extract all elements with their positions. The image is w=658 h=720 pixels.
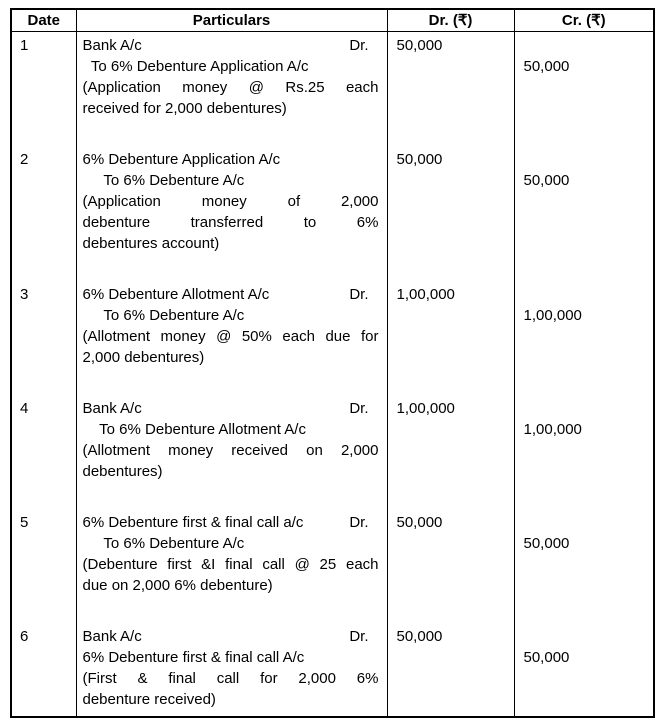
credit-amount-cell — [514, 32, 654, 147]
entry-date: 1 — [11, 32, 76, 147]
dr-label: Dr. — [349, 37, 369, 54]
narration — [83, 191, 379, 254]
debit-amount-cell — [387, 146, 514, 281]
debit-account: 6% Debenture Allotment A/c — [82, 286, 270, 303]
journal-table — [10, 8, 655, 718]
narration — [83, 668, 379, 710]
journal-entry-row — [11, 32, 654, 147]
credit-amount: 50,000 — [523, 649, 570, 666]
debit-account-line — [83, 398, 379, 419]
debit-account-line — [83, 149, 379, 170]
narration-line: received for 2,000 debentures) — [82, 100, 287, 117]
debit-amount-cell — [387, 623, 514, 717]
narration-line: (Application money of 2,000 — [82, 193, 379, 210]
entry-particulars — [76, 146, 387, 281]
debit-amount-cell — [387, 395, 514, 509]
narration — [83, 77, 379, 119]
narration-line: (First & final call for 2,000 6% — [82, 670, 379, 687]
header-date: Date — [11, 9, 76, 32]
debit-amount: 1,00,000 — [396, 400, 455, 417]
narration-line: debentures account) — [82, 235, 220, 252]
credit-amount: 1,00,000 — [523, 307, 582, 324]
debit-account: Bank A/c — [82, 400, 142, 417]
debit-amount: 50,000 — [396, 628, 443, 645]
credit-amount: 50,000 — [523, 535, 570, 552]
narration-line: due on 2,000 6% debenture) — [82, 577, 273, 594]
debit-amount: 1,00,000 — [396, 286, 455, 303]
dr-label: Dr. — [349, 400, 369, 417]
entry-particulars — [76, 623, 387, 717]
debit-account: 6% Debenture Application A/c — [82, 151, 281, 168]
credit-amount-cell — [514, 623, 654, 717]
entry-date: 2 — [11, 146, 76, 281]
dr-label: Dr. — [349, 628, 369, 645]
credit-account-line: 6% Debenture first & final call A/c — [82, 649, 305, 666]
dr-label: Dr. — [349, 286, 369, 303]
narration-line: (Debenture first &I final call @ 25 each — [82, 556, 379, 573]
debit-amount: 50,000 — [396, 37, 443, 54]
narration-line: (Allotment money received on 2,000 — [82, 442, 379, 459]
debit-amount: 50,000 — [396, 151, 443, 168]
narration — [83, 326, 379, 368]
dr-label: Dr. — [349, 514, 369, 531]
narration — [83, 554, 379, 596]
debit-amount: 50,000 — [396, 514, 443, 531]
debit-account: 6% Debenture first & final call a/c — [82, 514, 304, 531]
journal-entry-row — [11, 395, 654, 509]
credit-account-line: To 6% Debenture A/c — [82, 535, 245, 552]
entry-particulars — [76, 32, 387, 147]
credit-amount-cell — [514, 146, 654, 281]
debit-account-line — [83, 35, 379, 56]
journal-entry-row — [11, 623, 654, 717]
credit-amount: 50,000 — [523, 172, 570, 189]
debit-account-line — [83, 626, 379, 647]
narration-line: debenture received) — [82, 691, 216, 708]
credit-account-line: To 6% Debenture A/c — [82, 172, 245, 189]
entry-date: 5 — [11, 509, 76, 623]
credit-account-line: To 6% Debenture Allotment A/c — [82, 421, 306, 438]
header-particulars: Particulars — [76, 9, 387, 32]
entry-particulars — [76, 395, 387, 509]
credit-amount: 50,000 — [523, 58, 570, 75]
entry-particulars — [76, 509, 387, 623]
debit-account-line — [83, 512, 379, 533]
credit-amount: 1,00,000 — [523, 421, 582, 438]
entry-date: 6 — [11, 623, 76, 717]
credit-amount-cell — [514, 395, 654, 509]
narration-line: (Application money @ Rs.25 each — [82, 79, 379, 96]
narration-line: debenture transferred to 6% — [82, 214, 379, 231]
debit-account-line — [83, 284, 379, 305]
debit-amount-cell — [387, 32, 514, 147]
entry-date: 4 — [11, 395, 76, 509]
narration-line: (Allotment money @ 50% each due for — [82, 328, 379, 345]
debit-amount-cell — [387, 509, 514, 623]
entry-date: 3 — [11, 281, 76, 395]
header-credit: Cr. (₹) — [514, 9, 654, 32]
header-debit: Dr. (₹) — [387, 9, 514, 32]
narration-line: debentures) — [82, 463, 163, 480]
narration — [83, 440, 379, 482]
journal-entry-row — [11, 509, 654, 623]
credit-account-line: To 6% Debenture A/c — [82, 307, 245, 324]
credit-amount-cell — [514, 281, 654, 395]
journal-entry-row — [11, 146, 654, 281]
credit-account-line: To 6% Debenture Application A/c — [82, 58, 309, 75]
debit-account: Bank A/c — [82, 37, 142, 54]
debit-amount-cell — [387, 281, 514, 395]
debit-account: Bank A/c — [82, 628, 142, 645]
journal-entry-row — [11, 281, 654, 395]
narration-line: 2,000 debentures) — [82, 349, 205, 366]
entry-particulars — [76, 281, 387, 395]
header-row — [11, 9, 654, 32]
credit-amount-cell — [514, 509, 654, 623]
